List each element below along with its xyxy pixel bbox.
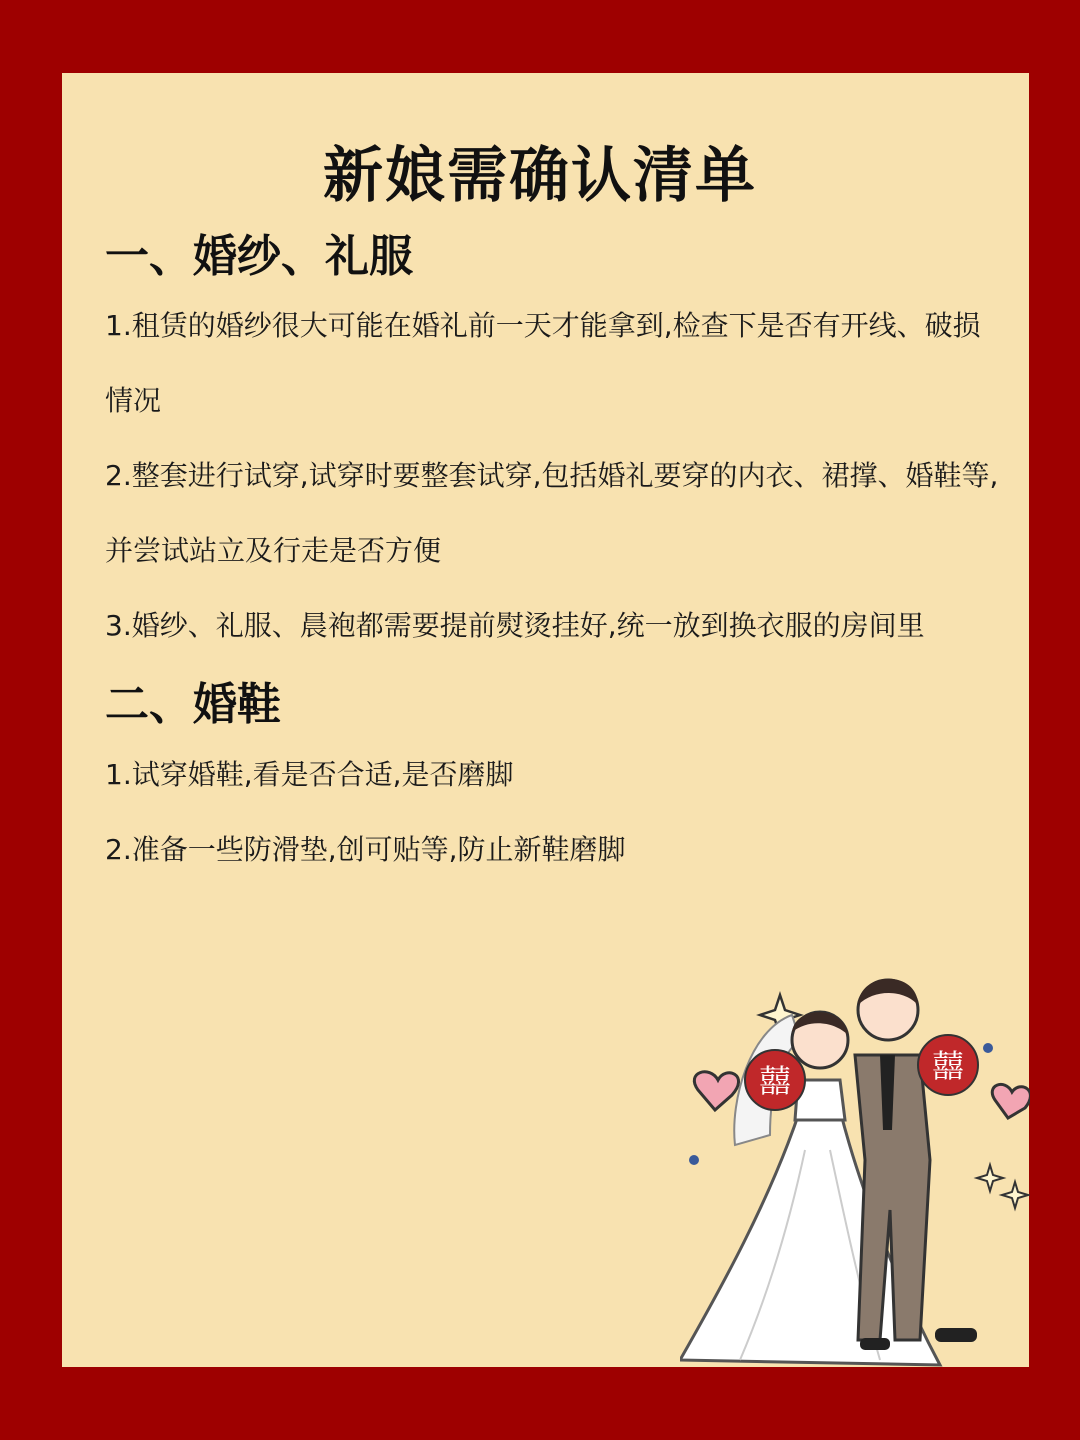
heart-icon bbox=[992, 1084, 1030, 1118]
section-heading-dress: 一、婚纱、礼服 bbox=[105, 231, 413, 282]
list-item: 1.试穿婚鞋,看是否合适,是否磨脚 bbox=[105, 758, 514, 791]
bride-groom-illustration bbox=[680, 960, 1030, 1370]
sparkle-icon bbox=[977, 1165, 1003, 1191]
svg-text:囍: 囍 bbox=[931, 1047, 965, 1085]
list-item: 1.租赁的婚纱很大可能在婚礼前一天才能拿到,检查下是否有开线、破损情况 bbox=[105, 309, 981, 417]
list-item: 2.准备一些防滑垫,创可贴等,防止新鞋磨脚 bbox=[105, 833, 626, 866]
page-title: 新娘需确认清单 bbox=[323, 141, 757, 211]
section-heading-shoes: 二、婚鞋 bbox=[105, 679, 281, 730]
double-happiness-icon bbox=[918, 1035, 978, 1095]
dot-icon bbox=[689, 1155, 699, 1165]
heart-icon bbox=[694, 1072, 738, 1110]
dot-icon bbox=[983, 1043, 993, 1053]
list-item: 3.婚纱、礼服、晨袍都需要提前熨烫挂好,统一放到换衣服的房间里 bbox=[105, 609, 925, 642]
list-item: 2.整套进行试穿,试穿时要整套试穿,包括婚礼要穿的内衣、裙撑、婚鞋等,并尝试站立及行走是否方便 bbox=[105, 459, 999, 567]
svg-text:囍: 囍 bbox=[758, 1062, 792, 1100]
double-happiness-icon bbox=[745, 1050, 805, 1110]
sparkle-icon bbox=[1002, 1182, 1028, 1208]
